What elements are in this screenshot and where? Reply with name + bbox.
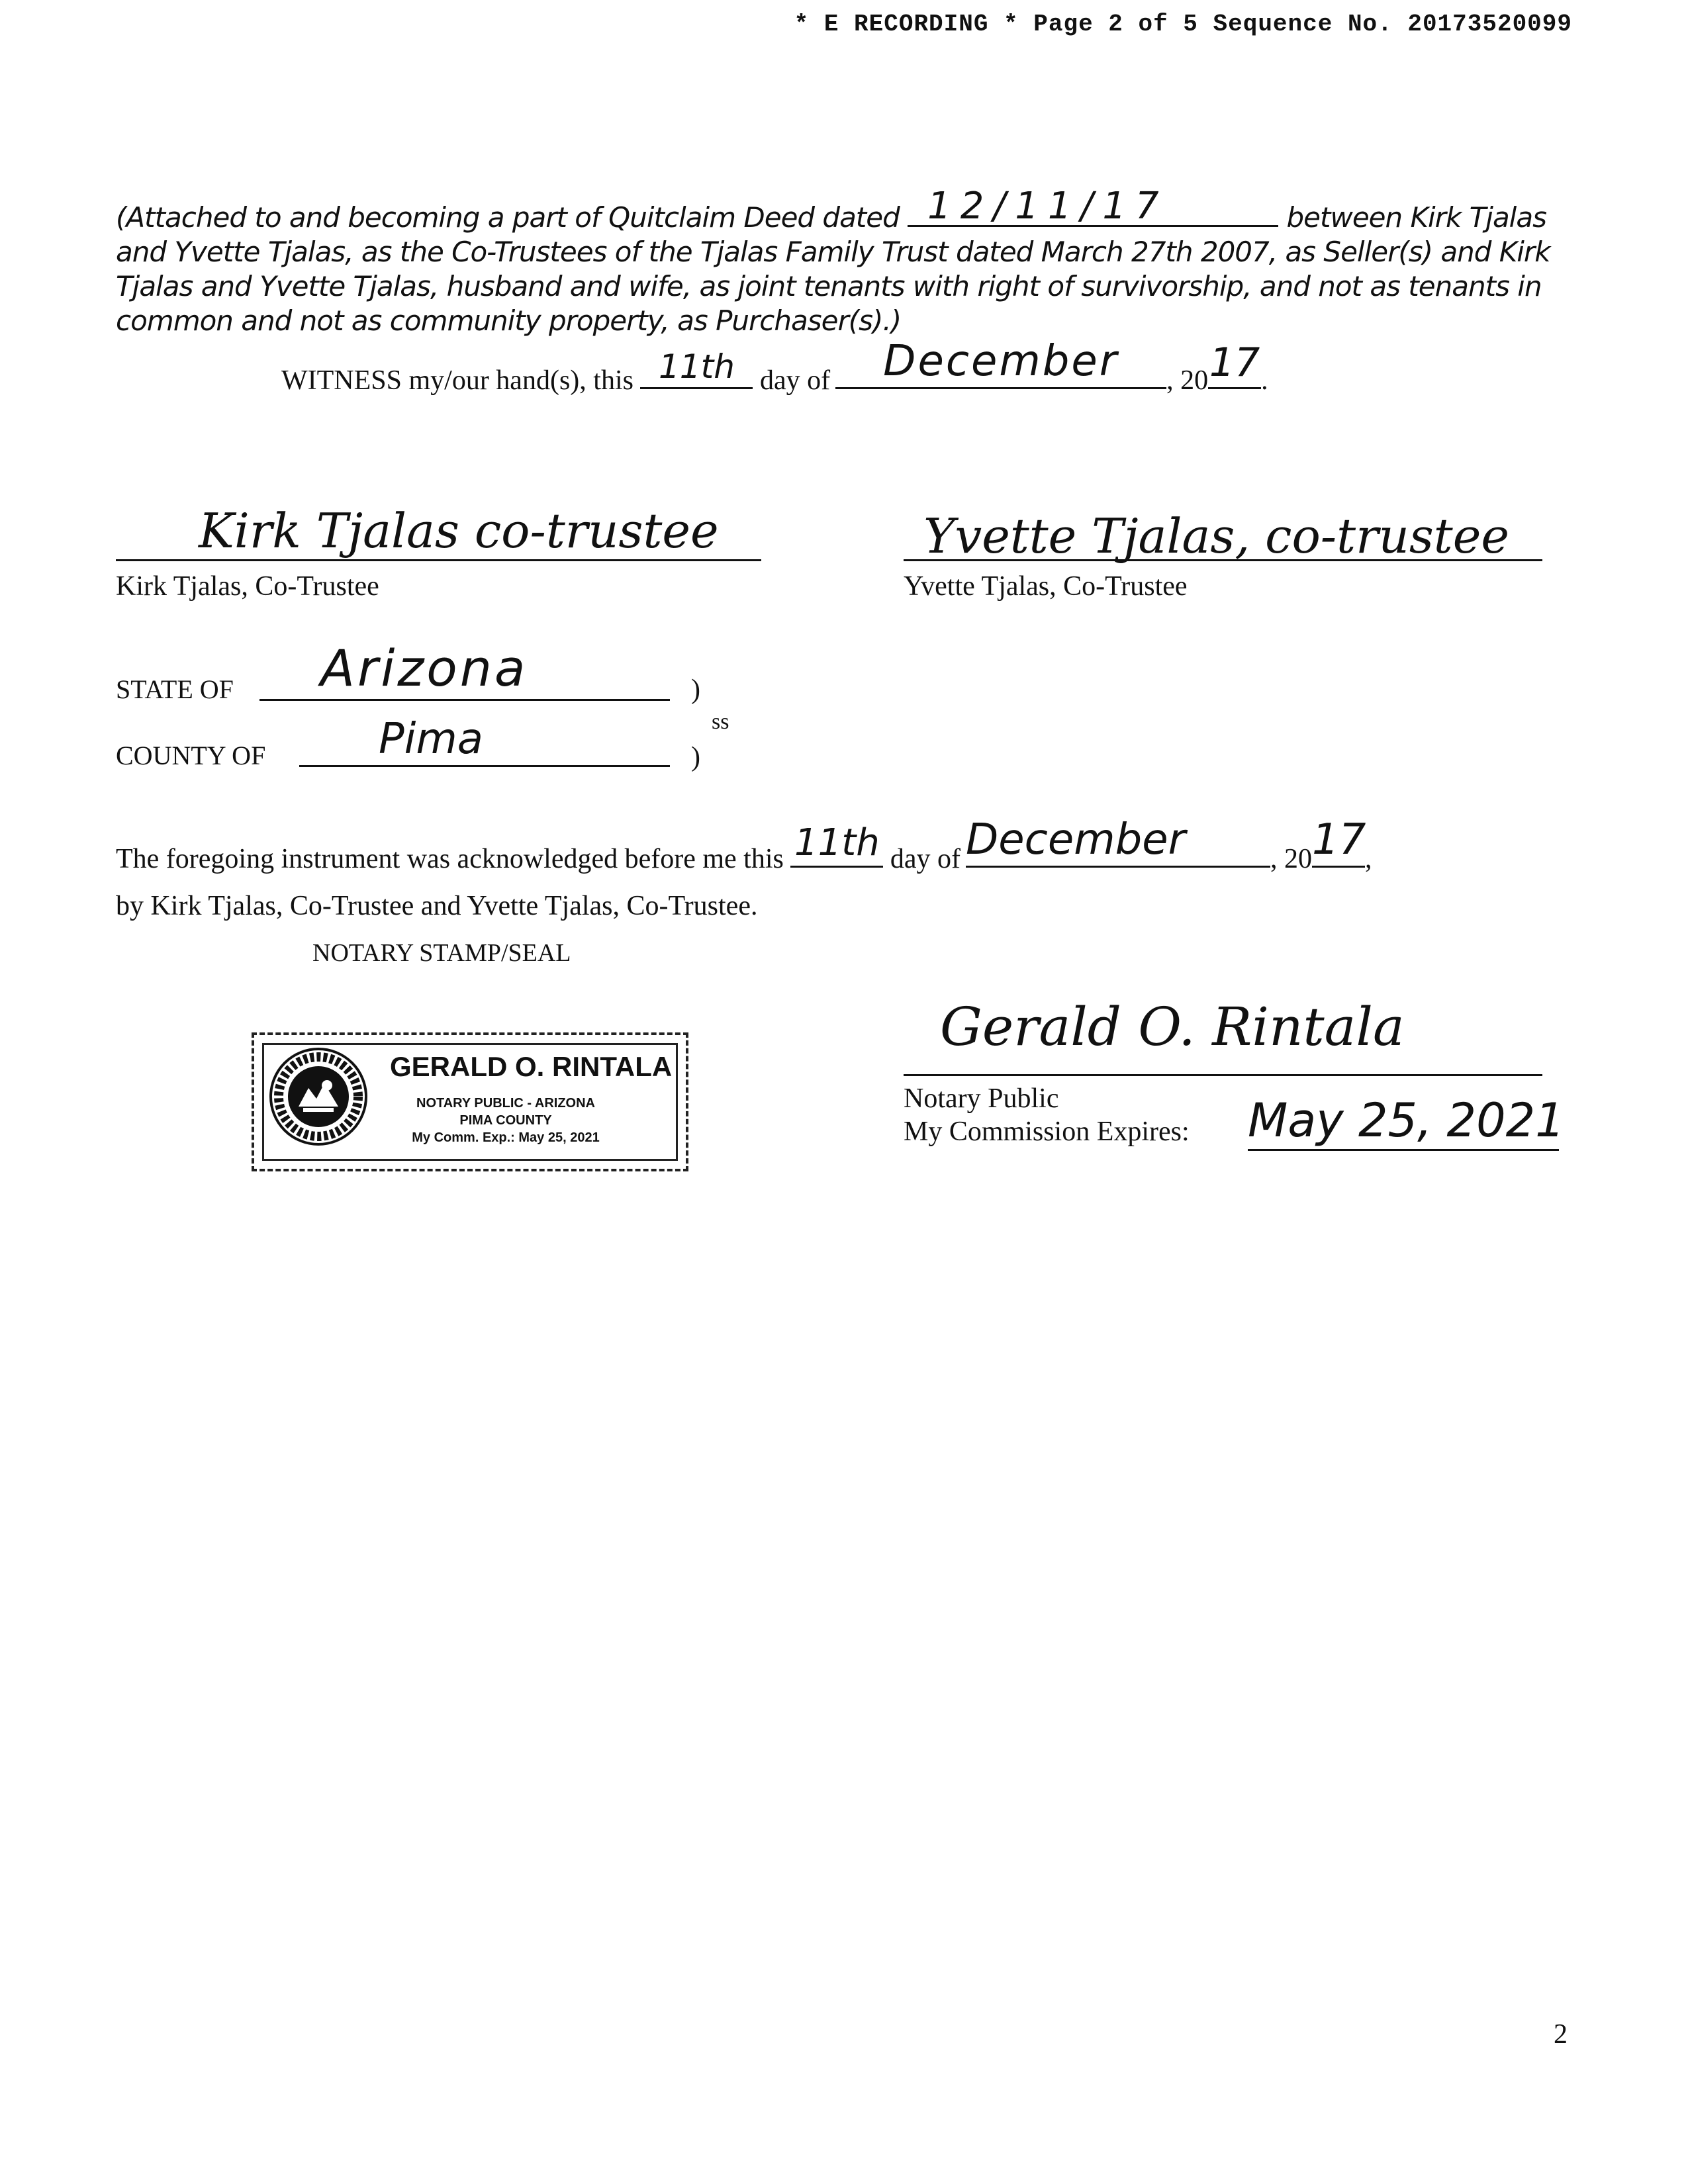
ack-year-prefix: , 20 — [1270, 844, 1313, 874]
state-blank — [259, 639, 670, 701]
ack-prefix: The foregoing instrument was acknowledged before me this — [116, 844, 784, 874]
ack-year-blank — [1312, 815, 1366, 868]
county-label: COUNTY OF — [116, 741, 266, 770]
ack-year: 17 — [1312, 815, 1366, 864]
expires-handwritten: May 25, 2021 — [1248, 1093, 1565, 1148]
intro-text-1: (Attached to and becoming a part of Quitclaim Deed dated — [116, 201, 900, 234]
left-signer-label: Kirk Tjalas, Co-Trustee — [116, 571, 379, 602]
ack-month-blank — [966, 815, 1270, 868]
witness-month-blank — [835, 337, 1166, 389]
witness-month: December — [883, 337, 1119, 386]
county-blank — [299, 715, 670, 767]
ack-day-blank — [790, 821, 883, 868]
ack-month: December — [966, 815, 1186, 864]
attachment-paragraph — [116, 185, 1572, 338]
ack-line-2: by Kirk Tjalas, Co-Trustee and Yvette Tjalas, Co-Trustee. — [116, 891, 758, 921]
witness-year-blank — [1208, 340, 1261, 389]
stamp-line-1: NOTARY PUBLIC - ARIZONA — [416, 1096, 595, 1111]
right-signer-label: Yvette Tjalas, Co-Trustee — [904, 571, 1188, 602]
witness-line — [281, 337, 1268, 396]
recording-header: * E RECORDING * Page 2 of 5 Sequence No. 20173520099 — [794, 11, 1572, 38]
notary-signature-line — [904, 1074, 1542, 1076]
county-handwritten: Pima — [379, 715, 483, 764]
county-paren: ) — [691, 742, 700, 772]
stamp-line-3: My Comm. Exp.: May 25, 2021 — [412, 1130, 600, 1145]
stamp-name: GERALD O. RINTALA — [390, 1051, 673, 1082]
deed-date-handwritten: 12/11/17 — [927, 185, 1168, 228]
ack-day: 11th — [794, 821, 880, 864]
left-signature: Kirk Tjalas co-trustee — [199, 503, 719, 559]
witness-end: . — [1261, 365, 1268, 396]
state-label: STATE OF — [116, 674, 234, 704]
ack-end: , — [1365, 844, 1372, 874]
acknowledgment-line — [116, 815, 1372, 875]
arizona-seal-icon — [269, 1047, 368, 1146]
stamp-line-2: PIMA COUNTY — [459, 1113, 552, 1128]
stamp-label: NOTARY STAMP/SEAL — [312, 939, 571, 967]
state-paren: ) — [691, 674, 700, 705]
notary-stamp — [252, 1032, 688, 1171]
left-signature-line — [116, 559, 761, 561]
witness-year: 17 — [1209, 340, 1260, 386]
witness-year-prefix: , 20 — [1166, 365, 1209, 396]
witness-day: 11th — [658, 347, 735, 386]
witness-day-of: day of — [759, 365, 831, 396]
notary-signature: Gerald O. Rintala — [940, 996, 1405, 1058]
expires-blank — [1248, 1093, 1565, 1151]
deed-date-blank — [908, 185, 1278, 228]
right-signature: Yvette Tjalas, co-trustee — [923, 508, 1509, 564]
expires-label: My Commission Expires: — [904, 1116, 1190, 1147]
state-handwritten: Arizona — [320, 639, 528, 698]
page-number: 2 — [1554, 2019, 1568, 2050]
ack-day-of: day of — [890, 844, 961, 874]
witness-day-blank — [640, 347, 753, 389]
witness-prefix: WITNESS my/our hand(s), this — [281, 365, 633, 396]
ss-label: ss — [712, 709, 729, 734]
intro-text-2: between Kirk Tjalas and Yvette Tjalas, as the Co-Trustees of the Tjalas Family Trust dated March 27th 2007, as Seller(s) and Kirk Tjalas and Yvette Tjalas, husband and wife, as joint tenants with right of survivorship, and not as tenants in common and not as community property, as Purchaser(s).) — [116, 201, 1550, 337]
notary-title: Notary Public — [904, 1083, 1059, 1114]
